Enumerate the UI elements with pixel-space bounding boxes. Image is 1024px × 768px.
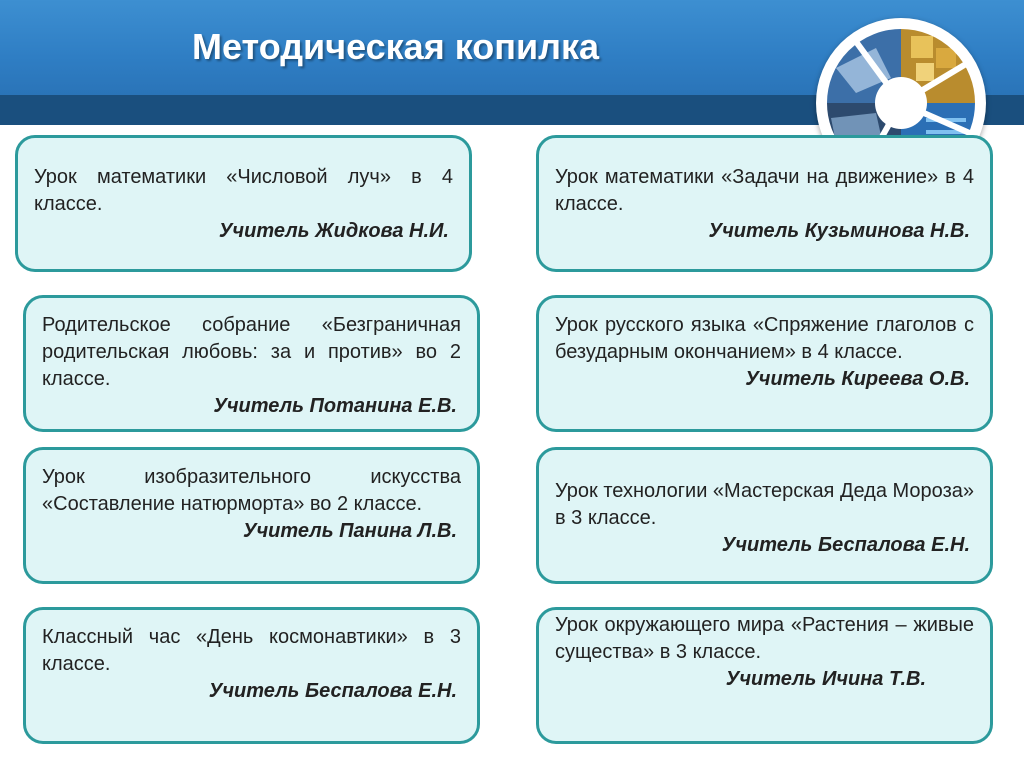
card-lesson [536, 607, 993, 744]
card-text: Урок математики «Задачи на движение» в 4 классе. [555, 166, 974, 215]
card-lesson [536, 135, 993, 272]
card-text: Урок технологии «Мастерская Деда Мороза» в 3 классе. [555, 480, 974, 529]
card-teacher: Учитель Киреева О.В. [745, 368, 970, 390]
card-text: Классный час «День космонавтики» в 3 классе. [42, 626, 461, 675]
card-teacher: Учитель Жидкова Н.И. [218, 220, 449, 242]
card-text: Урок окружающего мира «Растения – живые существа» в 3 классе. [555, 614, 974, 663]
card-teacher: Учитель Панина Л.В. [242, 520, 457, 542]
card-teacher: Учитель Кузьминова Н.В. [708, 220, 970, 242]
card-lesson [536, 447, 993, 584]
page-title: Методическая копилка [192, 26, 600, 67]
card-lesson [23, 447, 480, 584]
card-teacher: Учитель Ичина Т.В. [725, 668, 926, 690]
card-teacher: Учитель Потанина Е.В. [213, 395, 457, 417]
card-lesson [15, 135, 472, 272]
card-text: Урок русского языка «Спряжение глаголов с безударным окончанием» в 4 классе. [555, 314, 974, 363]
card-text: Урок математики «Числовой луч» в 4 классе. [34, 166, 453, 215]
card-text: Урок изобразительного искусства «Составление натюрморта» во 2 классе. [42, 466, 461, 515]
card-teacher: Учитель Беспалова Е.Н. [208, 680, 457, 702]
card-lesson [23, 295, 480, 432]
card-lesson [536, 295, 993, 432]
card-text: Родительское собрание «Безграничная родительская любовь: за и против» во 2 классе. [42, 314, 461, 390]
card-teacher: Учитель Беспалова Е.Н. [721, 534, 970, 556]
card-lesson [23, 607, 480, 744]
